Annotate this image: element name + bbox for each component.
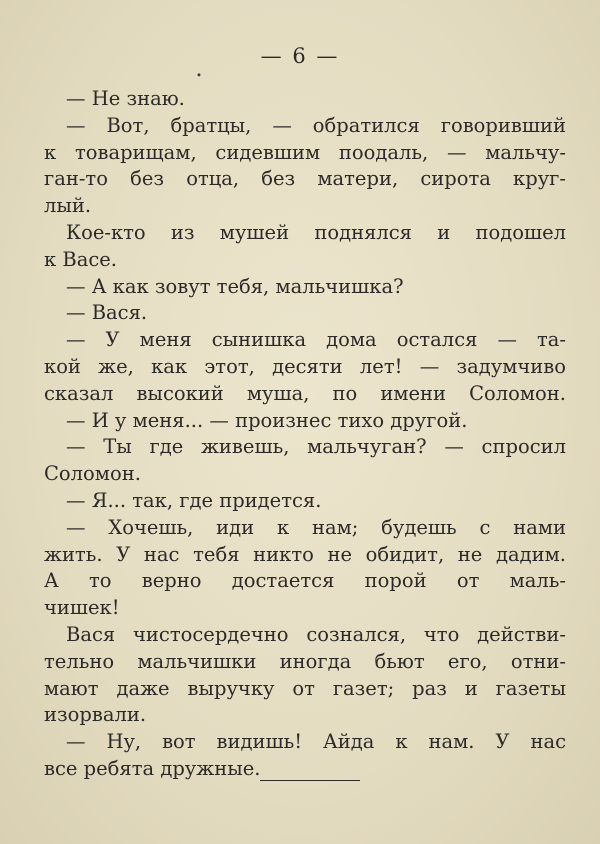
text-line: мают даже выручку от газет; раз и газеты — [44, 676, 566, 700]
text-line: тельно мальчишки иногда бьют его, отни- — [44, 649, 566, 673]
text-line: сказал высокий муша, по имени Соломон. — [44, 381, 566, 405]
text-line: — Я... так, где придется. — [66, 488, 322, 512]
text-line: — И у меня... — произнес тихо другой. — [66, 408, 468, 432]
ink-mark: ⬩ — [197, 68, 201, 81]
text-line: к Васе. — [44, 247, 118, 271]
page-number: — 6 — — [260, 44, 340, 68]
text-line: Кое-кто из мушей поднялся и подошел — [66, 220, 566, 244]
text-line: ган-то без отца, без матери, сирота круг- — [44, 167, 566, 191]
text-line: жить. У нас тебя никто не обидит, не дадим. — [44, 542, 566, 566]
text-line: лый. — [44, 194, 92, 218]
text-line: — У меня сынишка дома остался — та- — [66, 328, 566, 352]
text-line: изорвали. — [44, 703, 147, 727]
text-line: — Вася. — [66, 301, 148, 325]
text-line: чишек! — [44, 596, 120, 620]
text-line: — Ты где живешь, мальчуган? — спросил — [66, 435, 566, 459]
text-line: А то верно достается порой от маль- — [44, 569, 566, 593]
text-line: — Не знаю. — [66, 87, 185, 110]
text-line: к товарищам, сидевшим поодаль, — мальчу- — [44, 140, 566, 164]
text-line: все ребята дружные. — [44, 756, 261, 780]
text-line: Соломон. — [44, 462, 141, 486]
body-text — [44, 86, 566, 783]
text-line: — А как зовут тебя, мальчишка? — [66, 274, 404, 298]
text-line: — Хочешь, иди к нам; будешь с нами — [66, 515, 566, 539]
text-line: — Ну, вот видишь! Айда к нам. У нас — [66, 730, 566, 754]
text-line: кой же, как этот, десяти лет! — задумчиво — [44, 354, 566, 378]
text-line: Вася чистосердечно сознался, что действи- — [66, 622, 566, 646]
text-line: — Вот, братцы, — обратился говоривший — [66, 113, 566, 137]
end-of-text-rule — [260, 780, 360, 781]
